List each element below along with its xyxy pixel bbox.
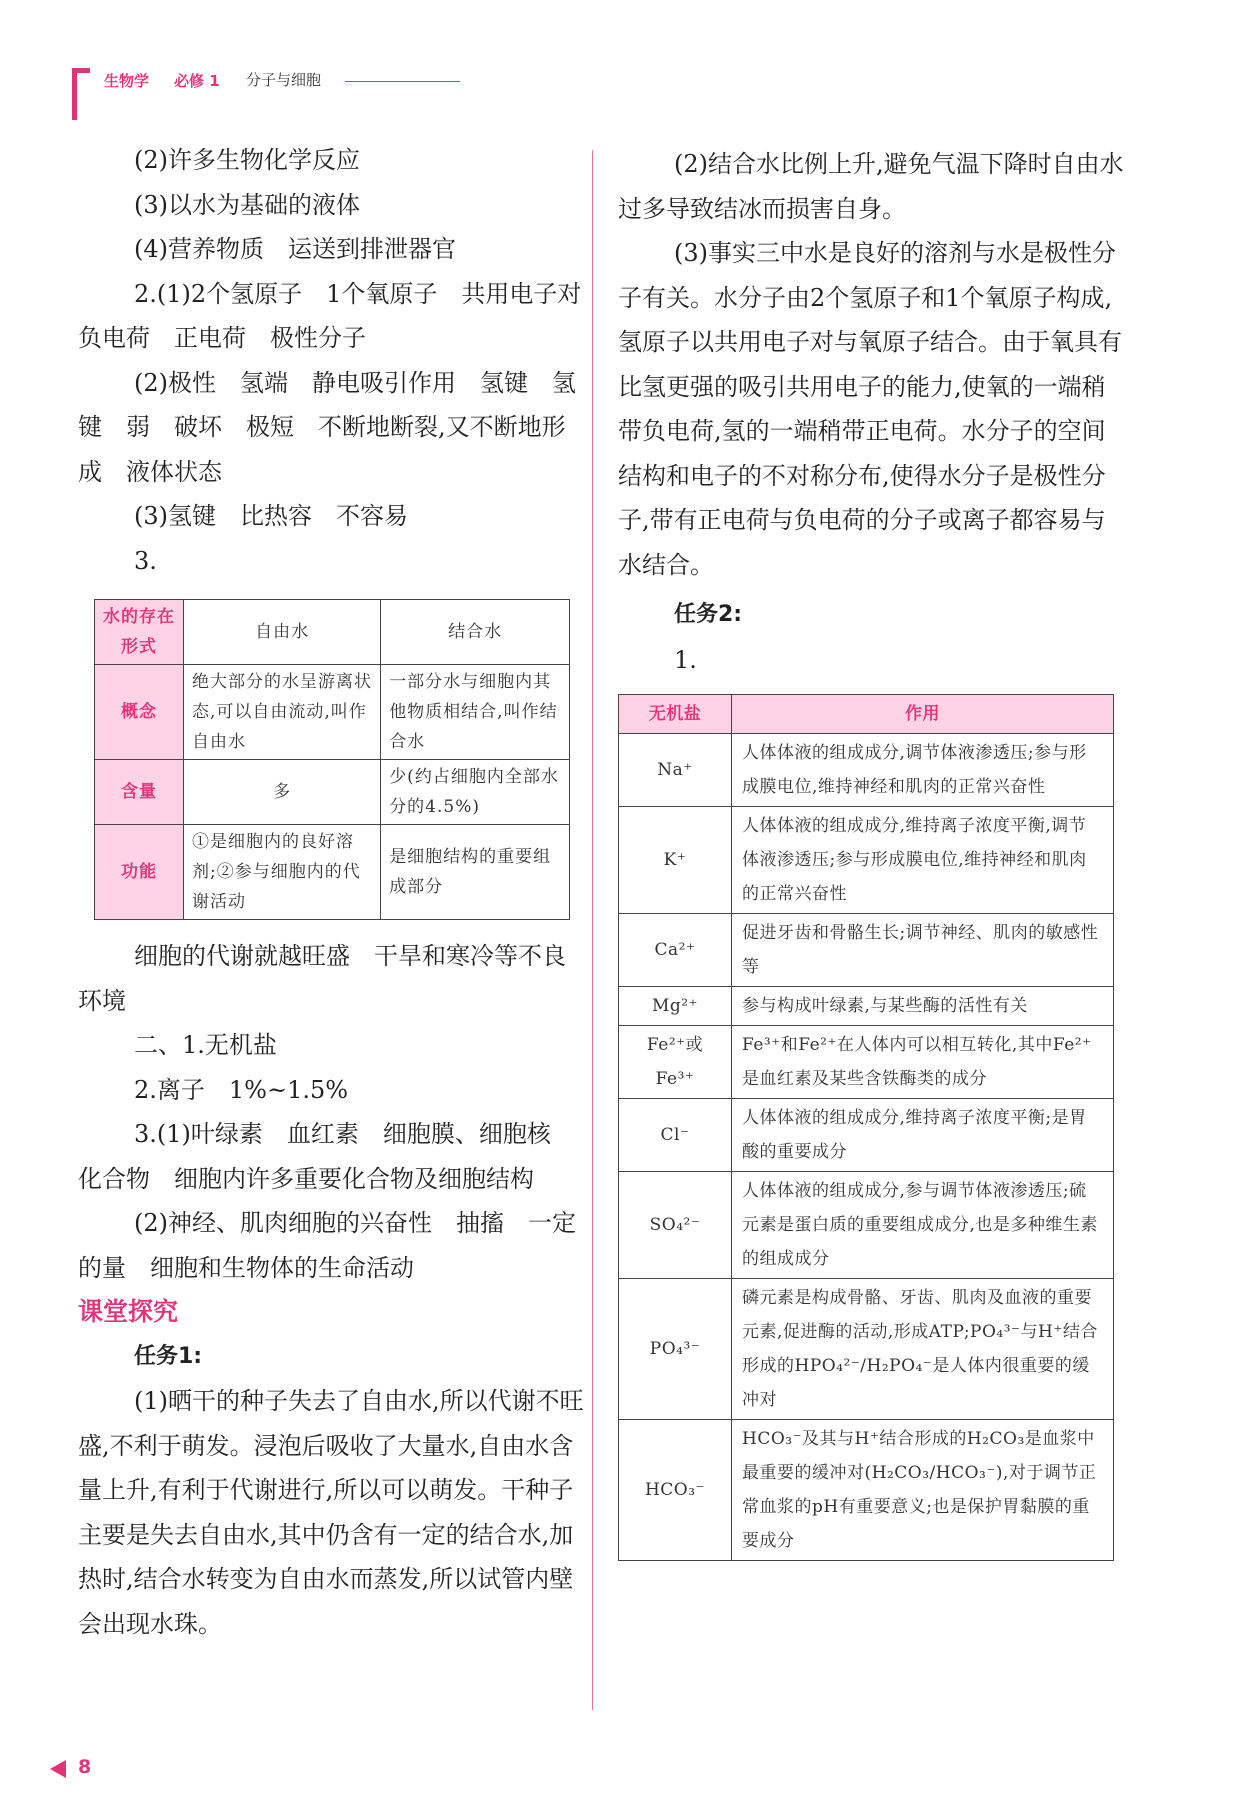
row-label: 含量 [95, 760, 184, 825]
right-column [618, 142, 1125, 1561]
answer-paragraph: (2)结合水比例上升,避免气温下降时自由水过多导致结冰而损害自身。 [618, 150, 1124, 223]
page-arrow-icon [50, 1760, 66, 1778]
section-title: 课堂探究 [78, 1297, 179, 1326]
table-header-cell: 结合水 [381, 600, 570, 665]
answer-line: 2.(1)2个氢原子 1个氧原子 共用电子对 负电荷 正电荷 极性分子 [78, 279, 606, 352]
table-cell: ①是细胞内的良好溶剂;②参与细胞内的代谢活动 [184, 825, 381, 920]
role-cell: HCO₃⁻及其与H⁺结合形成的H₂CO₃是血浆中最重要的缓冲对(H₂CO₃/HCO₃⁻),对于调节正常血浆的pH有重要意义;也是保护胃黏膜的重要成分 [732, 1420, 1114, 1561]
table-cell: 绝大部分的水呈游离状态,可以自由流动,叫作自由水 [184, 665, 381, 760]
table-header-row [619, 695, 1114, 734]
table-row [619, 1279, 1114, 1420]
task-number: 1. [674, 645, 697, 674]
ion-cell: Cl⁻ [619, 1099, 732, 1172]
row-label: 功能 [95, 825, 184, 920]
table-cell: 一部分水与细胞内其他物质相结合,叫作结合水 [381, 665, 570, 760]
answer-line: 3.(1)叶绿素 血红素 细胞膜、细胞核 化合物 细胞内许多重要化合物及细胞结构 [78, 1120, 575, 1193]
header-bracket [72, 68, 90, 120]
table-header-cell: 作用 [732, 695, 1114, 734]
ion-cell: K⁺ [619, 807, 732, 914]
role-cell: 人体体液的组成成分,维持离子浓度平衡;是胃酸的重要成分 [732, 1099, 1114, 1172]
answer-line: (2)许多生物化学反应 [134, 146, 360, 174]
left-column [78, 138, 606, 1646]
table-cell: 多 [184, 760, 381, 825]
water-forms-table [94, 599, 570, 920]
table-row [95, 665, 570, 760]
table-header-cell: 无机盐 [619, 695, 732, 734]
answer-line: (2)极性 氢端 静电吸引作用 氢键 氢键 弱 破坏 极短 不断地断裂,又不断地形成 液体状态 [78, 368, 576, 486]
table-row [619, 807, 1114, 914]
page-number: 8 [78, 1756, 92, 1778]
answer-line: 二、1.无机盐 [134, 1031, 277, 1059]
table-row [619, 914, 1114, 987]
ion-cell: SO₄²⁻ [619, 1172, 732, 1279]
answer-line: 2.离子 1%~1.5% [134, 1075, 349, 1104]
answer-line: (3)以水为基础的液体 [134, 190, 360, 219]
ion-cell: Fe²⁺或Fe³⁺ [619, 1026, 732, 1099]
header-rule [345, 81, 460, 82]
inorganic-salt-table [618, 694, 1114, 1561]
answer-line: 细胞的代谢就越旺盛 干旱和寒冷等不良环境 [78, 942, 566, 1015]
answer-line: (3)氢键 比热容 不容易 [134, 502, 408, 530]
ion-cell: Mg²⁺ [619, 987, 732, 1026]
table-cell: 是细胞结构的重要组成部分 [381, 825, 570, 920]
role-cell: 磷元素是构成骨骼、牙齿、肌肉及血液的重要元素,促进酶的活动,形成ATP;PO₄³⁻与H⁺结合形成的HPO₄²⁻/H₂PO₄⁻是人体内很重要的缓冲对 [732, 1279, 1114, 1420]
task-title: 任务2: [674, 602, 743, 627]
answer-paragraph: (3)事实三中水是良好的溶剂与水是极性分子有关。水分子由2个氢原子和1个氧原子构成,氢原子以共用电子对与氧原子结合。由于氧具有比氢更强的吸引共用电子的能力,使氧的一端稍带负电荷,氢的一端稍带正电荷。水分子的空间结构和电子的不对称分布,使得水分子是极性分子,带有正电荷与负电荷的分子或离子都容易与水结合。 [618, 239, 1122, 579]
table-row [619, 1099, 1114, 1172]
task-text: (1)晒干的种子失去了自由水,所以代谢不旺盛,不利于萌发。浸泡后吸收了大量水,自由水含量上升,有利于代谢进行,所以可以萌发。干种子主要是失去自由水,其中仍含有一定的结合水,加热时,结合水转变为自由水而蒸发,所以试管内壁会出现水珠。 [78, 1387, 584, 1638]
table-row [619, 987, 1114, 1026]
table-row [95, 760, 570, 825]
role-cell: 人体体液的组成成分,维持离子浓度平衡,调节体液渗透压;参与形成膜电位,维持神经和肌肉的正常兴奋性 [732, 807, 1114, 914]
role-cell: 促进牙齿和骨骼生长;调节神经、肌肉的敏感性等 [732, 914, 1114, 987]
ion-cell: Ca²⁺ [619, 914, 732, 987]
role-cell: 人体体液的组成成分,参与调节体液渗透压;硫元素是蛋白质的重要组成成分,也是多种维生素的组成成分 [732, 1172, 1114, 1279]
role-cell: 参与构成叶绿素,与某些酶的活性有关 [732, 987, 1114, 1026]
table-row [619, 734, 1114, 807]
role-cell: 人体体液的组成成分,调节体液渗透压;参与形成膜电位,维持神经和肌肉的正常兴奋性 [732, 734, 1114, 807]
ion-cell: PO₄³⁻ [619, 1279, 732, 1420]
column-divider [592, 150, 593, 1710]
table-row [619, 1172, 1114, 1279]
table-row [619, 1026, 1114, 1099]
table-cell: 少(约占细胞内全部水分的4.5%) [381, 760, 570, 825]
table-header-cell: 水的存在形式 [95, 600, 184, 665]
table-header-row [95, 600, 570, 665]
ion-cell: Na⁺ [619, 734, 732, 807]
answer-line: 3. [134, 546, 157, 575]
table-header-cell: 自由水 [184, 600, 381, 665]
ion-cell: HCO₃⁻ [619, 1420, 732, 1561]
task-title: 任务1: [134, 1343, 203, 1369]
table-row [95, 825, 570, 920]
answer-line: (2)神经、肌肉细胞的兴奋性 抽搐 一定的量 细胞和生物体的生命活动 [78, 1209, 576, 1282]
table-row [619, 1420, 1114, 1561]
header-book: 必修 1 [174, 72, 220, 90]
answer-line: (4)营养物质 运送到排泄器官 [134, 235, 456, 263]
header-part: 分子与细胞 [246, 71, 322, 89]
role-cell: Fe³⁺和Fe²⁺在人体内可以相互转化,其中Fe²⁺是血红素及某些含铁酶类的成分 [732, 1026, 1114, 1099]
header-subject: 生物学 [104, 72, 150, 90]
row-label: 概念 [95, 665, 184, 760]
